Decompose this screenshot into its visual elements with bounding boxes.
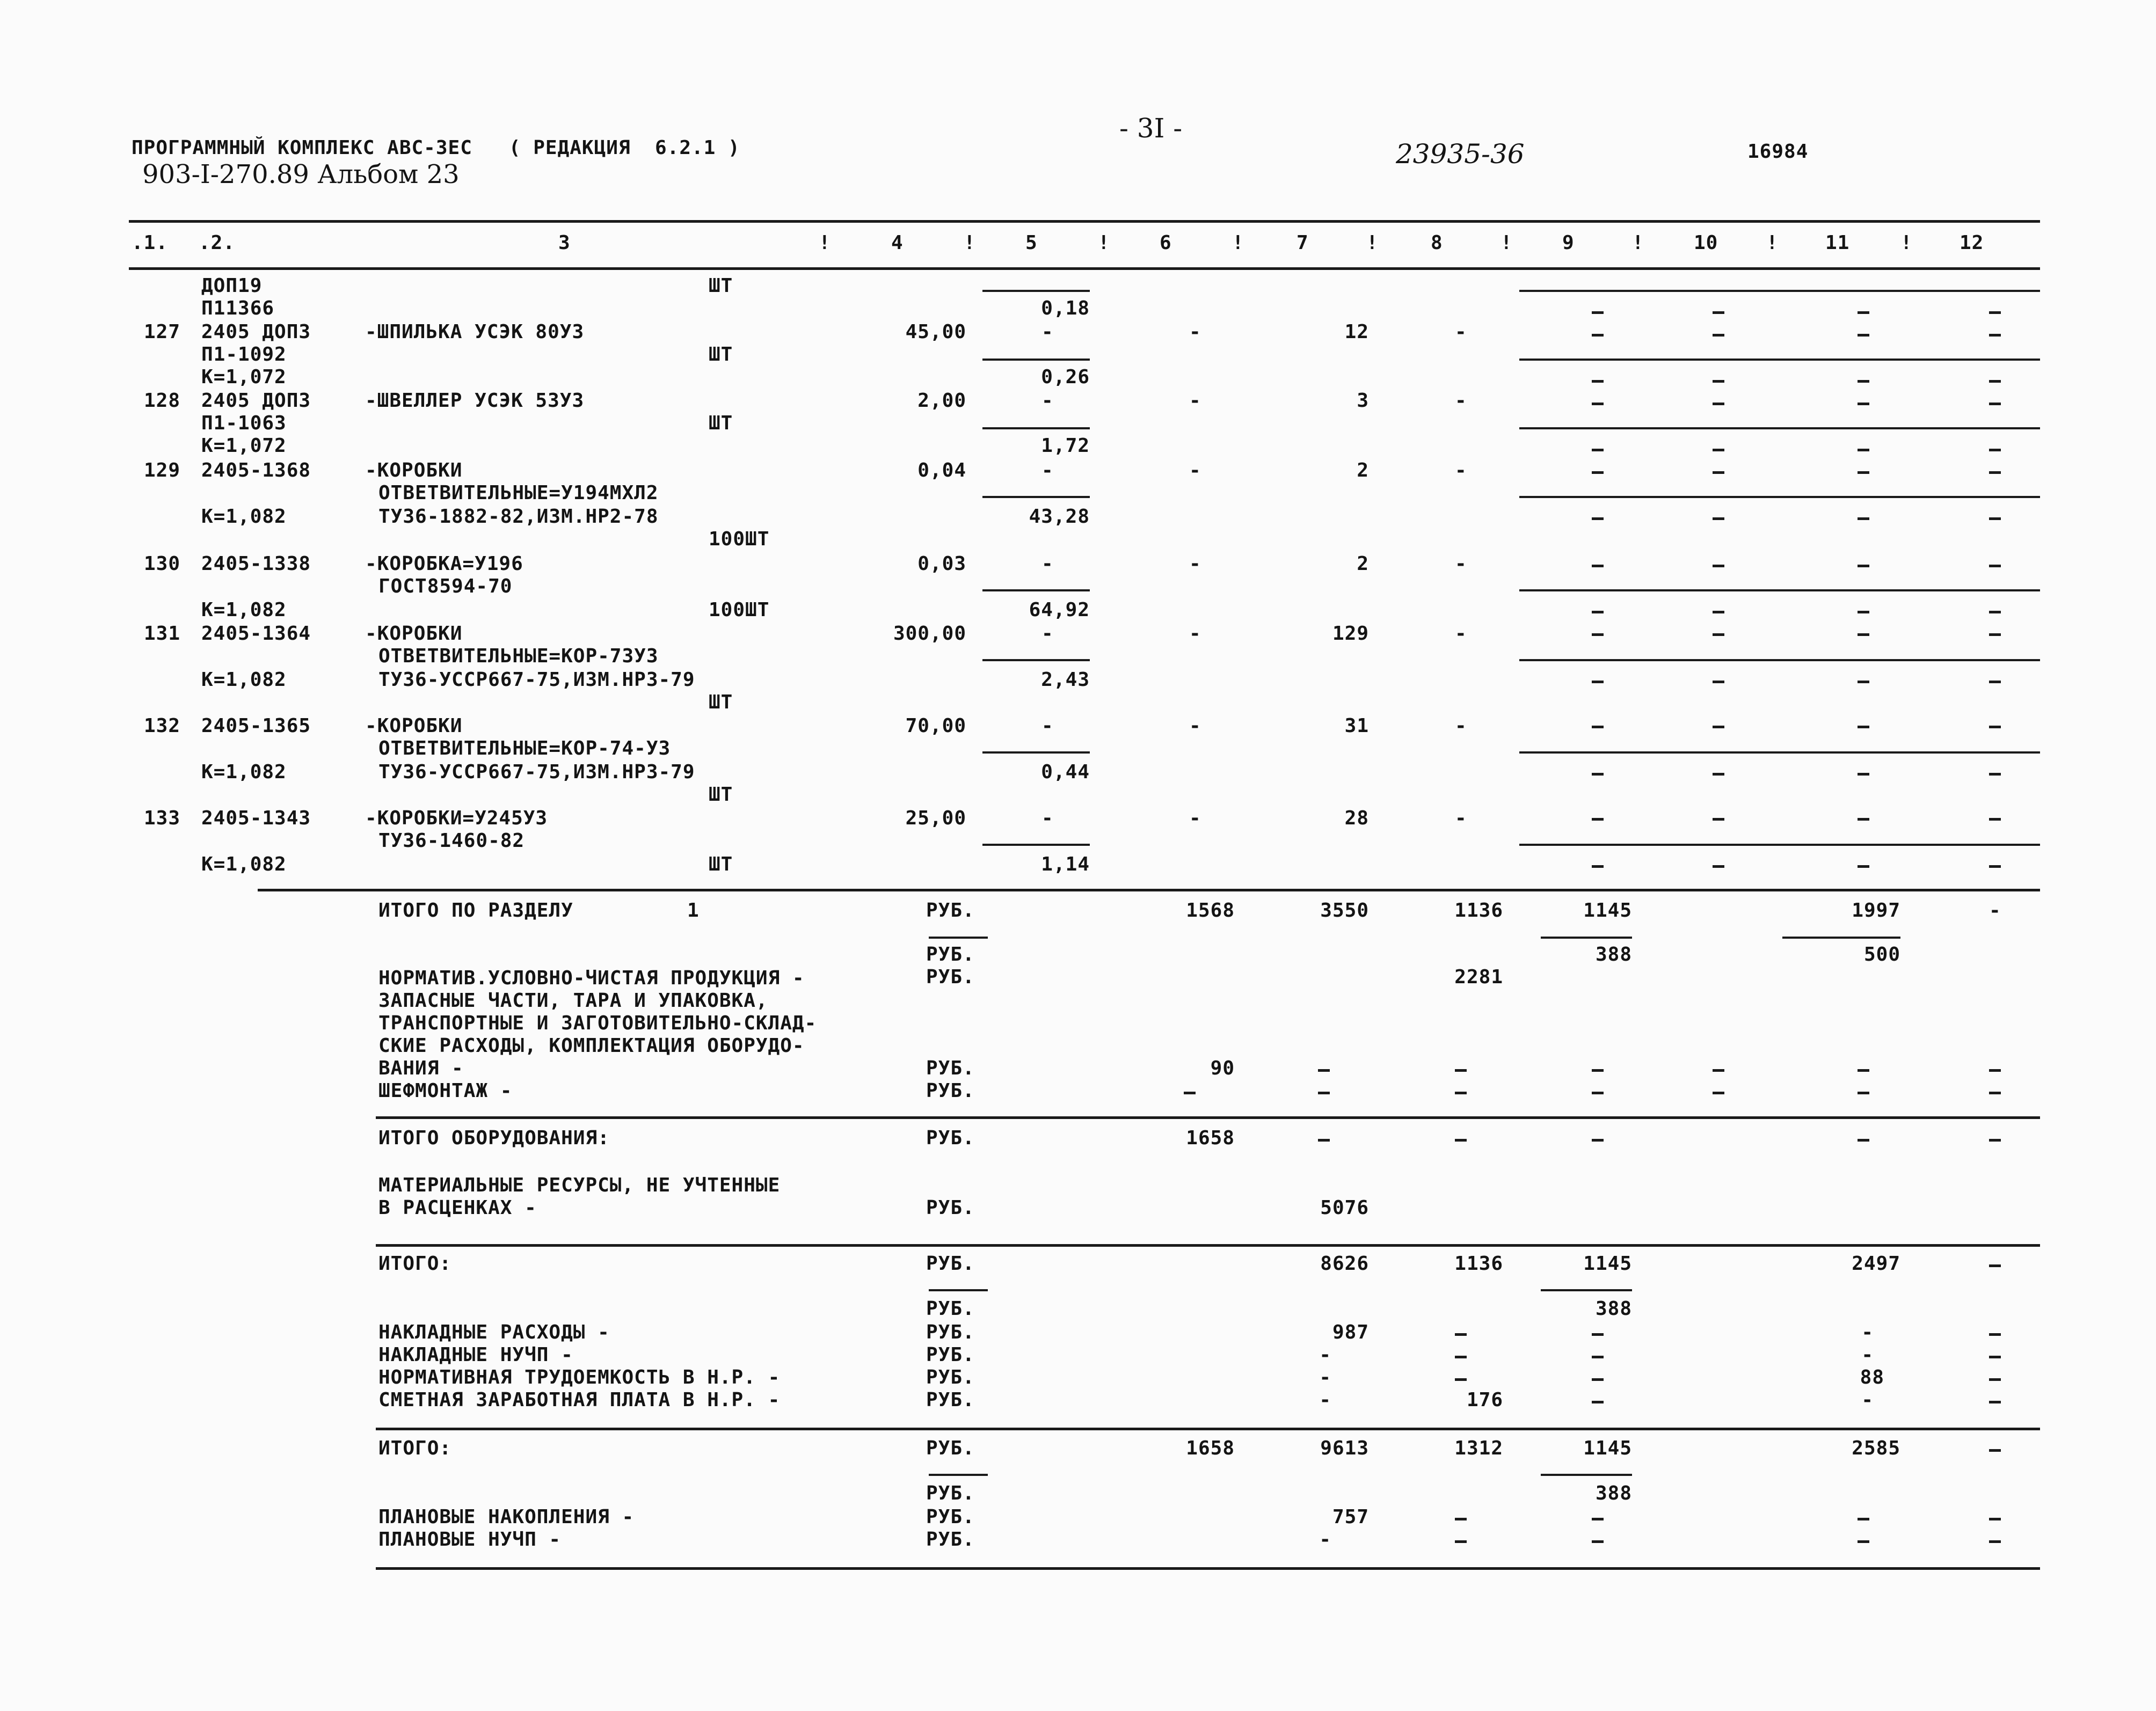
row-quantity: 0,04 <box>917 459 966 481</box>
normative-line: ЗАПАСНЫЕ ЧАСТИ, ТАРА И УПАКОВКА, <box>378 990 768 1012</box>
col9-value: 1145 <box>1583 900 1632 922</box>
row-number: 133 <box>144 807 181 829</box>
col11-value: - <box>1861 1321 1874 1343</box>
unit-rub: РУБ. <box>926 1506 975 1528</box>
normative-line: ВАНИЯ - <box>378 1057 464 1079</box>
row-col5-value: 1,14 <box>1041 853 1090 875</box>
row-coefficient: К=1,082 <box>201 761 287 783</box>
row-col8: - <box>1455 390 1467 412</box>
col7-value: - <box>1319 1389 1331 1411</box>
row-col5-value: 0,26 <box>1041 366 1090 388</box>
overhead-label: НАКЛАДНЫЕ НУЧП - <box>378 1344 573 1366</box>
row-description: -КОРОБКИ <box>365 459 463 481</box>
col8-value: 1136 <box>1454 1253 1503 1275</box>
col7-value: - <box>1319 1529 1331 1551</box>
row-code: 2405-1365 <box>201 715 311 737</box>
col9-rule <box>1541 1289 1632 1291</box>
row-description: -КОРОБКИ <box>365 623 463 645</box>
row-description: ТУ36-УССР667-75,ИЗМ.НР3-79 <box>378 761 695 783</box>
row-col6: - <box>1189 807 1201 829</box>
col9-rule <box>1541 937 1632 939</box>
row-code: П1-1063 <box>201 412 287 434</box>
row-col7: 2 <box>1357 553 1369 575</box>
col8-value: 1312 <box>1454 1437 1503 1459</box>
document-id: 16984 <box>1747 141 1809 163</box>
row-col6: - <box>1189 715 1201 737</box>
row-col7: 28 <box>1344 807 1369 829</box>
row-col5-top: - <box>1041 715 1054 737</box>
row-description: ТУ36-1882-82,ИЗМ.НР2-78 <box>378 506 659 528</box>
col7-value: - <box>1319 1366 1331 1388</box>
col-2-header: .2. <box>199 232 236 254</box>
program-title: ПРОГРАММНЫЙ КОМПЛЕКС АВС-ЗЕС ( РЕДАКЦИЯ 6.2.1 ) <box>132 137 740 159</box>
normative-line: ТРАНСПОРТНЫЕ И ЗАГОТОВИТЕЛЬНО-СКЛАД- <box>378 1012 817 1034</box>
col-7-header: 7 <box>1296 232 1309 254</box>
row-col5-value: 2,43 <box>1041 669 1090 691</box>
row-description: -КОРОБКИ <box>365 715 463 737</box>
planned-label: ПЛАНОВЫЕ НУЧП - <box>378 1529 562 1551</box>
col9-value: 388 <box>1595 1298 1632 1320</box>
col-5-header: 5 <box>1025 232 1038 254</box>
unit-rule <box>929 1474 988 1476</box>
row-col7: 2 <box>1357 459 1369 481</box>
equipment-total-label: ИТОГО ОБОРУДОВАНИЯ: <box>378 1127 610 1149</box>
row-number: 132 <box>144 715 181 737</box>
unit-rub: РУБ. <box>926 1057 975 1079</box>
unit-rule <box>929 937 988 939</box>
page-number: - 3I - <box>1119 113 1183 144</box>
row-description: ГОСТ8594-70 <box>378 575 513 597</box>
row-code: 2405 ДОП3 <box>201 390 311 412</box>
col5-rule <box>982 751 1090 754</box>
bottom-rule <box>376 1567 2040 1570</box>
row-col7: 129 <box>1332 623 1369 645</box>
col5-rule <box>982 290 1090 292</box>
total-rule <box>376 1244 2040 1247</box>
row-code: 2405-1343 <box>201 807 311 829</box>
row-col8: - <box>1455 715 1467 737</box>
row-unit: ШТ <box>709 412 733 434</box>
col7-value: 3550 <box>1320 900 1369 922</box>
col-9-header: 9 <box>1562 232 1575 254</box>
header-rule-bottom <box>129 267 2040 270</box>
col8-value: 1136 <box>1454 900 1503 922</box>
col-6-header: 6 <box>1160 232 1172 254</box>
row-quantity: 300,00 <box>893 623 966 645</box>
row-col6: - <box>1189 623 1201 645</box>
col-4-header: 4 <box>891 232 904 254</box>
unit-rub: РУБ. <box>926 1482 975 1504</box>
unit-rub: РУБ. <box>926 966 975 988</box>
col9-value: 1145 <box>1583 1437 1632 1459</box>
row-description: ТУ36-1460-82 <box>378 830 525 852</box>
unit-rub: РУБ. <box>926 1298 975 1320</box>
row-col6: - <box>1189 321 1201 343</box>
col-8-header: 8 <box>1431 232 1443 254</box>
planned-label: ПЛАНОВЫЕ НАКОПЛЕНИЯ - <box>378 1506 635 1528</box>
row-col8: - <box>1455 321 1467 343</box>
row-code: 2405 ДОП3 <box>201 321 311 343</box>
row-description: -ШВЕЛЛЕР УСЭК 53У3 <box>365 390 585 412</box>
col8-value: 176 <box>1466 1389 1503 1411</box>
col11-value: - <box>1861 1389 1874 1411</box>
row-number: 127 <box>144 321 181 343</box>
row-description: -КОРОБКА=У196 <box>365 553 523 575</box>
col11-value: 2585 <box>1852 1437 1900 1459</box>
row-code: П1-1092 <box>201 343 287 365</box>
unit-rub: РУБ. <box>926 1321 975 1343</box>
row-col5-top: - <box>1041 623 1054 645</box>
col-1-header: .1. <box>132 232 169 254</box>
unit-rub: РУБ. <box>926 1253 975 1275</box>
row-code: П11366 <box>201 297 275 319</box>
row-quantity: 70,00 <box>905 715 966 737</box>
row-unit: ШТ <box>709 343 733 365</box>
row-description: -ШПИЛЬКА УСЭК 80У3 <box>365 321 585 343</box>
row-number: 129 <box>144 459 181 481</box>
row-code: 2405-1368 <box>201 459 311 481</box>
col5-rule <box>982 589 1090 591</box>
col9-value: 388 <box>1595 944 1632 966</box>
col7-value: 8626 <box>1320 1253 1369 1275</box>
row-col6: - <box>1189 459 1201 481</box>
equipment-rule <box>376 1116 2040 1119</box>
row-quantity: 0,03 <box>917 553 966 575</box>
row-col8: - <box>1455 623 1467 645</box>
normative-line: СКИЕ РАСХОДЫ, КОМПЛЕКТАЦИЯ ОБОРУДО- <box>378 1035 805 1057</box>
section-number: 1 <box>687 900 700 922</box>
row-coefficient: К=1,082 <box>201 599 287 621</box>
col11-rule <box>1782 937 1900 939</box>
row-quantity: 45,00 <box>905 321 966 343</box>
row-col8: - <box>1455 459 1467 481</box>
row-description: ОТВЕТВИТЕЛЬНЫЕ=КОР-74-У3 <box>378 737 671 759</box>
row-description: -КОРОБКИ=У245У3 <box>365 807 548 829</box>
row-col5-value: 43,28 <box>1029 506 1090 528</box>
col-12-header: 12 <box>1960 232 1984 254</box>
col11-value: 500 <box>1863 944 1900 966</box>
row-col5-value: 1,72 <box>1041 435 1090 457</box>
row-code: ДОП19 <box>201 275 263 297</box>
row-description: ОТВЕТВИТЕЛЬНЫЕ=У194МХЛ2 <box>378 482 659 504</box>
row-unit: ШТ <box>709 275 733 297</box>
col11-value: 2497 <box>1852 1253 1900 1275</box>
row-unit: 100ШТ <box>709 528 770 550</box>
row-col7: 31 <box>1344 715 1369 737</box>
col5-rule <box>982 359 1090 361</box>
row-col7: 3 <box>1357 390 1369 412</box>
row-unit: 100ШТ <box>709 599 770 621</box>
col-10-header: 10 <box>1694 232 1718 254</box>
col6-value: 90 <box>1210 1057 1235 1079</box>
col9-value: 388 <box>1595 1482 1632 1504</box>
col11-value: - <box>1861 1344 1874 1366</box>
col-3-header: 3 <box>558 232 571 254</box>
col12-value: - <box>1989 900 2001 922</box>
row-quantity: 25,00 <box>905 807 966 829</box>
unit-rub: РУБ. <box>926 1080 975 1102</box>
col7-value: - <box>1319 1344 1331 1366</box>
row-description: ТУ36-УССР667-75,ИЗМ.НР3-79 <box>378 669 695 691</box>
row-col5-top: - <box>1041 321 1054 343</box>
col9-rule <box>1541 1474 1632 1476</box>
unit-rub: РУБ. <box>926 1529 975 1551</box>
row-unit: ШТ <box>709 853 733 875</box>
row-col5-top: - <box>1041 390 1054 412</box>
row-coefficient: К=1,072 <box>201 435 287 457</box>
row-description: ОТВЕТВИТЕЛЬНЫЕ=КОР-73У3 <box>378 645 659 667</box>
col8-value: 2281 <box>1454 966 1503 988</box>
row-col5-value: 0,18 <box>1041 297 1090 319</box>
row-code: 2405-1338 <box>201 553 311 575</box>
col7-value: 757 <box>1332 1506 1369 1528</box>
col7-value: 9613 <box>1320 1437 1369 1459</box>
row-quantity: 2,00 <box>917 390 966 412</box>
col7-value: 5076 <box>1320 1197 1369 1219</box>
col5-rule <box>982 659 1090 661</box>
row-number: 130 <box>144 553 181 575</box>
section-total-label: ИТОГО ПО РАЗДЕЛУ <box>378 900 573 922</box>
normative-line: НОРМАТИВ.УСЛОВНО-ЧИСТАЯ ПРОДУКЦИЯ - <box>378 967 805 989</box>
unit-rub: РУБ. <box>926 1127 975 1149</box>
row-coefficient: К=1,082 <box>201 853 287 875</box>
col6-value: 1658 <box>1186 1437 1235 1459</box>
col6-value: 1568 <box>1186 900 1235 922</box>
col6-value: 1658 <box>1186 1127 1235 1149</box>
row-col6: - <box>1189 553 1201 575</box>
header-rule-top <box>129 220 2040 223</box>
materials-line: МАТЕРИАЛЬНЫЕ РЕСУРСЫ, НЕ УЧТЕННЫЕ <box>378 1174 781 1196</box>
col7-value: 987 <box>1332 1321 1369 1343</box>
row-coefficient: К=1,072 <box>201 366 287 388</box>
row-col5-value: 64,92 <box>1029 599 1090 621</box>
unit-rub: РУБ. <box>926 900 975 922</box>
materials-line: В РАСЦЕНКАХ - <box>378 1197 537 1219</box>
unit-rule <box>929 1289 988 1291</box>
unit-rub: РУБ. <box>926 1437 975 1459</box>
row-col8: - <box>1455 807 1467 829</box>
overhead-label: НАКЛАДНЫЕ РАСХОДЫ - <box>378 1321 610 1343</box>
row-coefficient: К=1,082 <box>201 669 287 691</box>
unit-rub: РУБ. <box>926 1366 975 1388</box>
unit-rub: РУБ. <box>926 944 975 966</box>
unit-rub: РУБ. <box>926 1344 975 1366</box>
col11-value: 1997 <box>1852 900 1900 922</box>
row-unit: ШТ <box>709 784 733 806</box>
row-unit: ШТ <box>709 691 733 713</box>
col5-rule <box>982 844 1090 846</box>
total-label: ИТОГО: <box>378 1253 452 1275</box>
row-col5-value: 0,44 <box>1041 761 1090 783</box>
row-col6: - <box>1189 390 1201 412</box>
section-rule <box>258 889 2040 891</box>
col5-rule <box>982 427 1090 429</box>
unit-rub: РУБ. <box>926 1197 975 1219</box>
overhead-label: СМЕТНАЯ ЗАРАБОТНАЯ ПЛАТА В Н.Р. - <box>378 1389 781 1411</box>
row-col7: 12 <box>1344 321 1369 343</box>
total-label: ИТОГО: <box>378 1437 452 1459</box>
row-number: 131 <box>144 623 181 645</box>
col9-value: 1145 <box>1583 1253 1632 1275</box>
shefmontazh-label: ШЕФМОНТАЖ - <box>378 1080 513 1102</box>
row-col5-top: - <box>1041 553 1054 575</box>
row-coefficient: К=1,082 <box>201 506 287 528</box>
project-album: 903-I-270.89 Альбом 23 <box>142 159 460 189</box>
col5-rule <box>982 496 1090 498</box>
row-number: 128 <box>144 390 181 412</box>
row-code: 2405-1364 <box>201 623 311 645</box>
document-code: 23935-36 <box>1396 138 1525 170</box>
total-rule <box>376 1428 2040 1430</box>
col-11-header: 11 <box>1825 232 1850 254</box>
row-col8: - <box>1455 553 1467 575</box>
col11-value: 88 <box>1860 1366 1884 1388</box>
row-col5-top: - <box>1041 459 1054 481</box>
overhead-label: НОРМАТИВНАЯ ТРУДОЕМКОСТЬ В Н.Р. - <box>378 1366 781 1388</box>
unit-rub: РУБ. <box>926 1389 975 1411</box>
row-col5-top: - <box>1041 807 1054 829</box>
